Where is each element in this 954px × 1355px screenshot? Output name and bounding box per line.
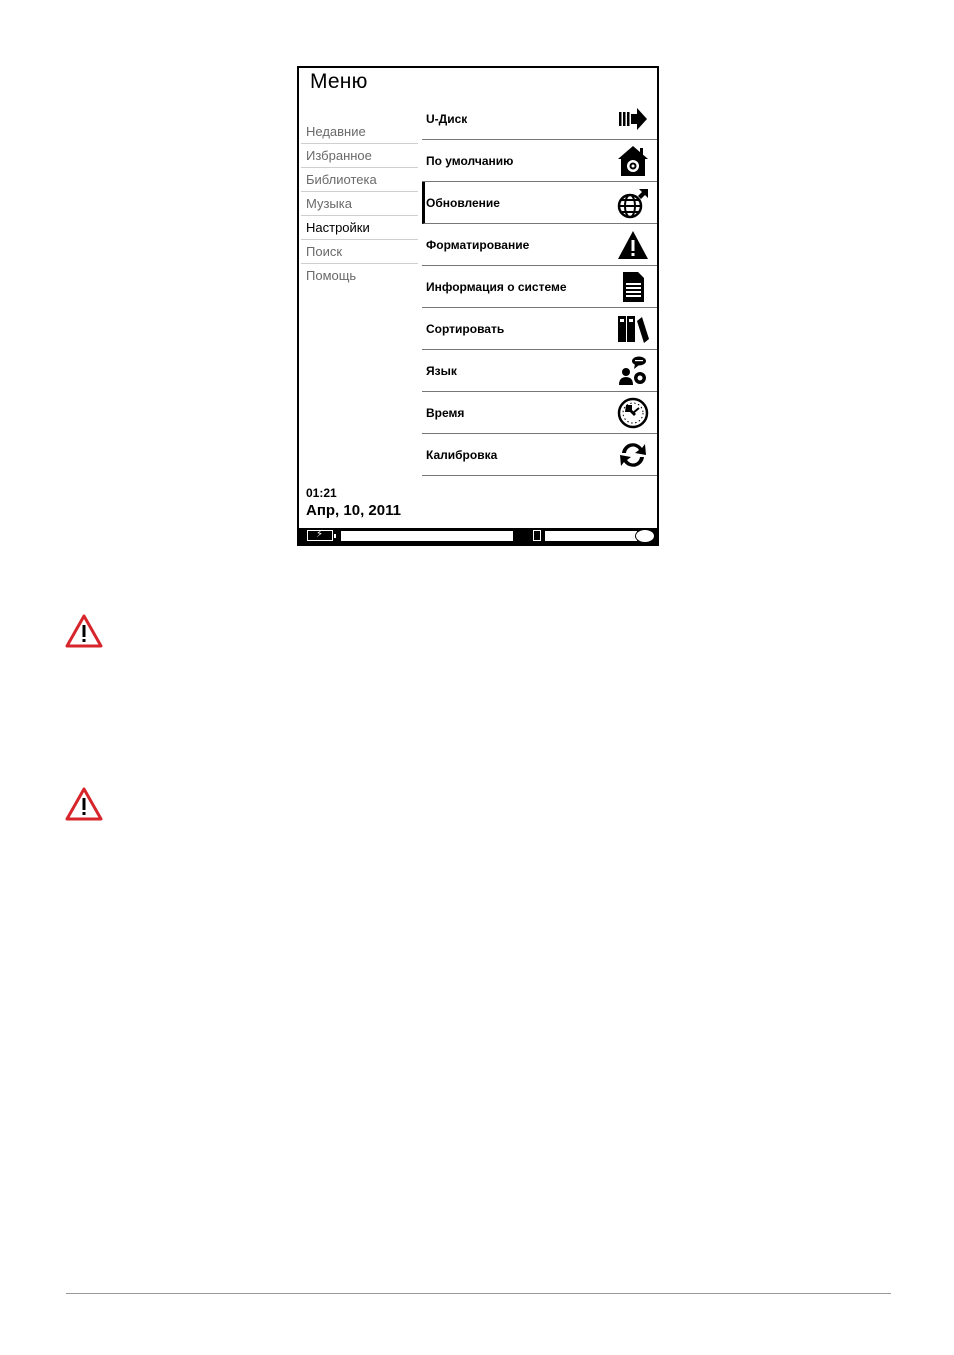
globe-update-icon — [615, 187, 651, 219]
settings-item-label: Сортировать — [426, 321, 505, 336]
sd-card-icon — [533, 530, 541, 541]
status-field-left — [341, 531, 513, 541]
settings-item-update[interactable] — [422, 182, 657, 224]
books-sort-icon — [615, 313, 651, 345]
warning-icon — [65, 787, 103, 821]
status-field-right — [545, 531, 637, 541]
settings-list — [422, 98, 657, 476]
settings-item-sort[interactable] — [422, 308, 657, 350]
footer-divider — [66, 1293, 891, 1294]
settings-item-label: Время — [426, 405, 465, 420]
settings-item-label: По умолчанию — [426, 153, 514, 168]
device-screen — [297, 66, 659, 546]
clock-time: 01:21 — [306, 486, 337, 500]
usb-arrow-icon — [615, 103, 651, 135]
warning-icon — [615, 229, 651, 261]
user-language-gear-icon — [615, 355, 651, 387]
status-bar — [299, 528, 657, 544]
settings-item-calibration[interactable] — [422, 434, 657, 476]
sidebar-item-library[interactable]: Библиотека — [301, 168, 418, 192]
sidebar-item-music[interactable]: Музыка — [301, 192, 418, 216]
battery-icon: ⚡ — [307, 530, 333, 541]
settings-item-label: Обновление — [426, 195, 500, 210]
settings-item-format[interactable] — [422, 224, 657, 266]
current-date: Апр, 10, 2011 — [306, 502, 401, 519]
settings-item-system-info[interactable] — [422, 266, 657, 308]
settings-item-defaults[interactable] — [422, 140, 657, 182]
settings-item-time[interactable] — [422, 392, 657, 434]
sidebar-item-favorites[interactable]: Избранное — [301, 144, 418, 168]
page-title: Меню — [310, 70, 368, 93]
status-indicator-icon — [635, 529, 655, 543]
sidebar-item-help[interactable]: Помощь — [306, 268, 357, 283]
settings-item-label: Калибровка — [426, 447, 498, 462]
settings-item-label: Информация о системе — [426, 279, 567, 294]
warning-icon — [65, 614, 103, 648]
home-gear-icon — [615, 145, 651, 177]
settings-item-usb-disk[interactable] — [422, 98, 657, 140]
settings-item-label: Форматирование — [426, 237, 530, 252]
sidebar-item-recent[interactable]: Недавние — [301, 120, 418, 144]
sidebar-item-settings[interactable]: Настройки — [301, 216, 418, 240]
settings-item-language[interactable] — [422, 350, 657, 392]
settings-item-label: Язык — [426, 363, 457, 378]
settings-item-label: U-Диск — [426, 111, 468, 126]
clock-wrench-icon — [615, 397, 651, 429]
refresh-arrows-icon — [615, 439, 651, 471]
sidebar-item-search[interactable]: Поиск — [301, 240, 418, 264]
document-info-icon — [615, 271, 651, 303]
sidebar — [301, 120, 418, 287]
